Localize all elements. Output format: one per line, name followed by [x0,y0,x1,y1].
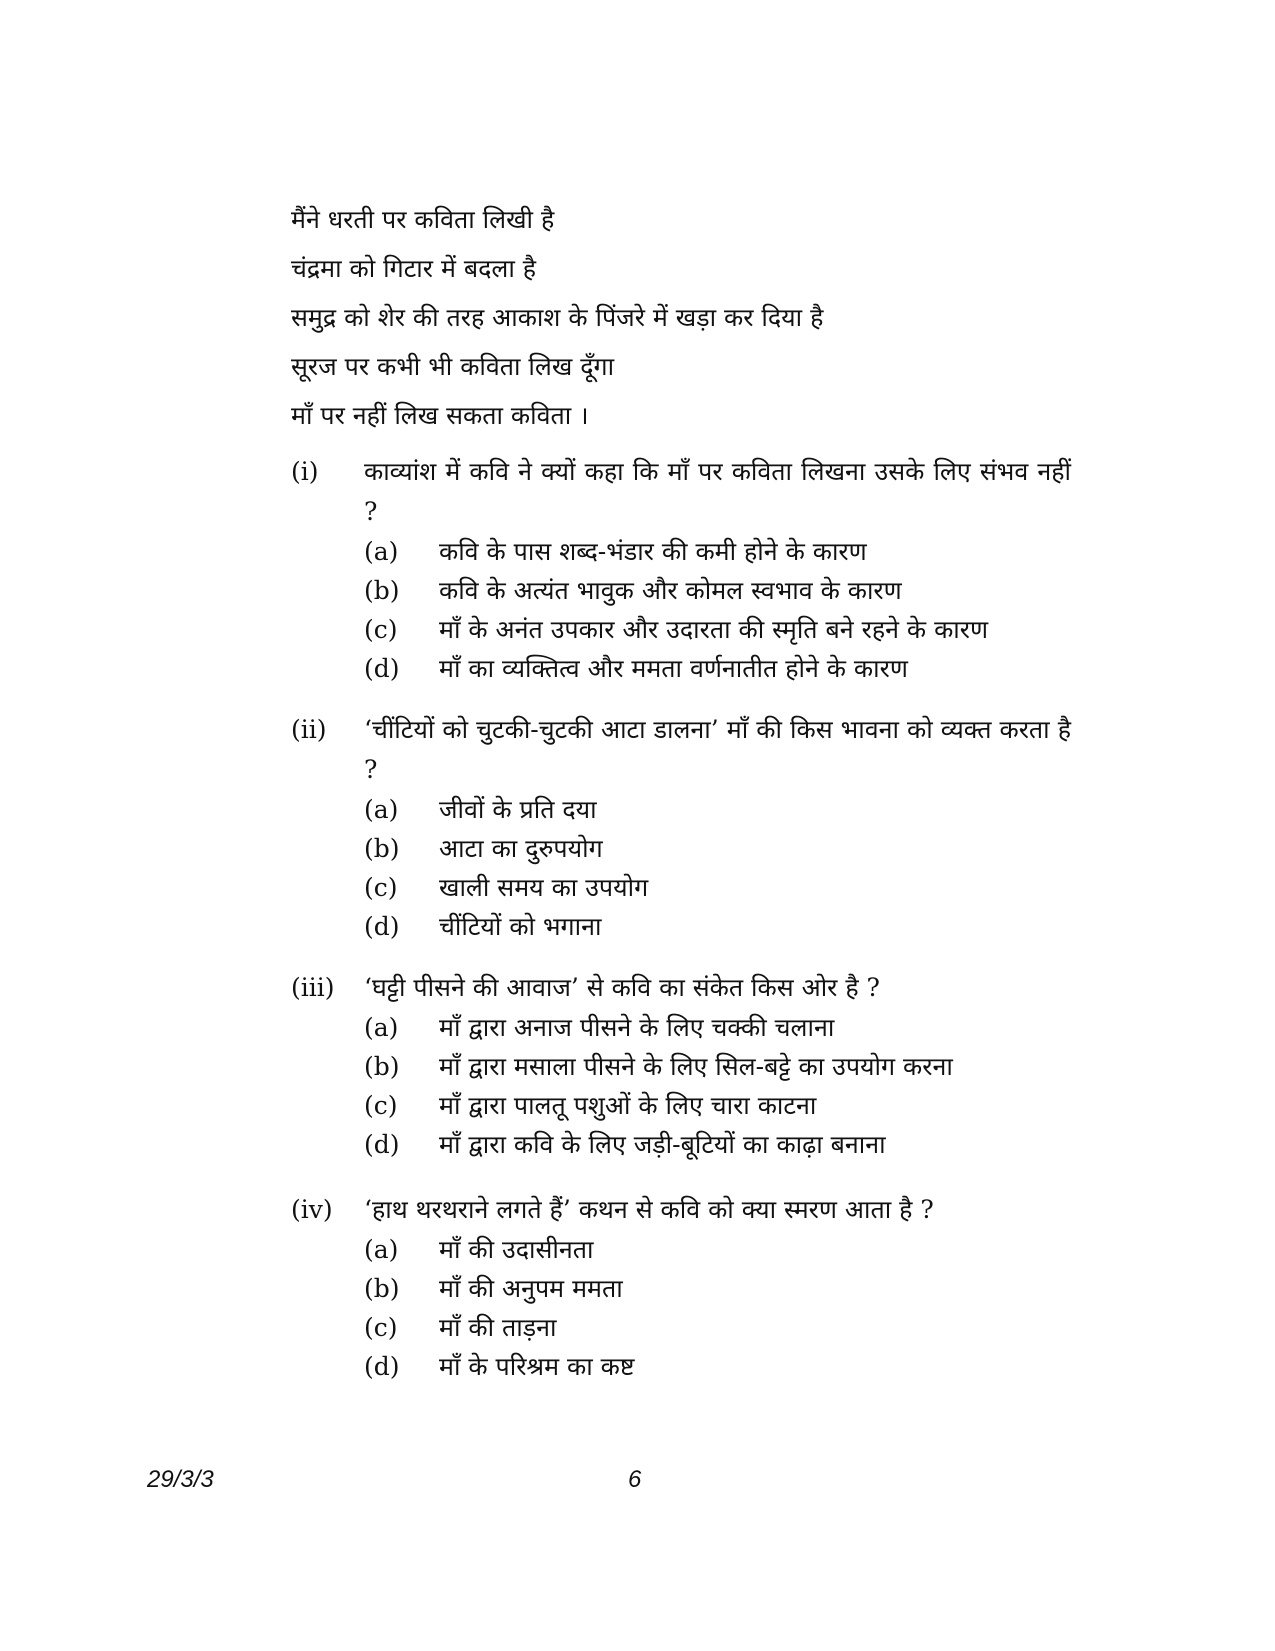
poem-line: चंद्रमा को गिटार में बदला है [291,254,537,283]
question-number: (iv) [291,1195,333,1224]
option-letter: (d) [364,1352,400,1381]
option-text: आटा का दुरुपयोग [439,834,603,863]
poem-extract [291,200,1091,445]
option-letter: (c) [364,1091,398,1120]
option-c [291,1086,1071,1125]
option-b [291,829,1071,868]
option-text: चींटियों को भगाना [439,912,602,941]
option-text: माँ द्वारा कवि के लिए जड़ी-बूटियों का काढ़ा बनाना [439,1130,886,1159]
option-text: माँ की अनुपम ममता [439,1274,623,1303]
option-b [291,1047,1071,1086]
option-text: माँ के अनंत उपकार और उदारता की स्मृति बने रहने के कारण [439,615,989,644]
question-text: ‘चींटियों को चुटकी-चुटकी आटा डालना’ माँ की किस भावना को व्यक्त करता है ? [364,715,1071,784]
option-letter: (c) [364,873,398,902]
option-letter: (a) [364,1013,399,1042]
option-c [291,1308,1071,1347]
question-number: (iii) [291,973,335,1002]
poem-line: माँ पर नहीं लिख सकता कविता । [291,401,589,430]
paper-code: 29/3/3 [147,1466,214,1493]
option-a [291,1008,1071,1047]
page-number: 6 [628,1466,642,1493]
poem-line: समुद्र को शेर की तरह आकाश के पिंजरे में खड़ा कर दिया है [291,303,824,332]
option-text: कवि के अत्यंत भावुक और कोमल स्वभाव के कारण [439,576,902,605]
option-text: माँ द्वारा मसाला पीसने के लिए सिल-बट्टे का उपयोग करना [439,1052,953,1081]
option-a [291,1230,1071,1269]
question-stem [291,452,1071,532]
poem-line: मैंने धरती पर कविता लिखी है [291,205,555,234]
option-text: जीवों के प्रति दया [439,795,597,824]
option-text: माँ की ताड़ना [439,1313,557,1342]
option-text: माँ के परिश्रम का कष्ट [439,1352,635,1381]
option-letter: (d) [364,912,400,941]
option-b [291,1269,1071,1308]
question-text: ‘घट्टी पीसने की आवाज’ से कवि का संकेत किस ओर है ? [364,973,880,1002]
question-stem [291,710,1071,790]
option-text: खाली समय का उपयोग [439,873,649,902]
option-d [291,1347,1071,1386]
option-letter: (b) [364,1274,400,1303]
question-stem [291,968,1071,1008]
question-3 [291,968,1071,1164]
option-d [291,1125,1071,1164]
option-c [291,610,1071,649]
option-letter: (a) [364,537,399,566]
question-text: ‘हाथ थरथराने लगते हैं’ कथन से कवि को क्या स्मरण आता है ? [364,1195,934,1224]
option-text: माँ का व्यक्तित्व और ममता वर्णनातीत होने के कारण [439,654,908,683]
option-letter: (c) [364,615,398,644]
option-letter: (d) [364,654,400,683]
option-letter: (a) [364,795,399,824]
option-letter: (b) [364,576,400,605]
option-b [291,571,1071,610]
option-a [291,790,1071,829]
option-letter: (d) [364,1130,400,1159]
option-a [291,532,1071,571]
question-number: (i) [291,457,319,486]
option-text: माँ द्वारा अनाज पीसने के लिए चक्की चलाना [439,1013,835,1042]
question-stem [291,1190,1071,1230]
option-letter: (c) [364,1313,398,1342]
question-1 [291,452,1071,688]
question-4 [291,1190,1071,1386]
option-letter: (b) [364,1052,400,1081]
option-text: कवि के पास शब्द-भंडार की कमी होने के कारण [439,537,867,566]
option-letter: (a) [364,1235,399,1264]
option-text: माँ की उदासीनता [439,1235,594,1264]
question-text: काव्यांश में कवि ने क्यों कहा कि माँ पर कविता लिखना उसके लिए संभव नहीं ? [364,457,1071,526]
option-d [291,649,1071,688]
option-c [291,868,1071,907]
option-text: माँ द्वारा पालतू पशुओं के लिए चारा काटना [439,1091,817,1120]
option-letter: (b) [364,834,400,863]
question-2 [291,710,1071,946]
poem-line: सूरज पर कभी भी कविता लिख दूँगा [291,352,615,381]
question-number: (ii) [291,715,327,744]
option-d [291,907,1071,946]
